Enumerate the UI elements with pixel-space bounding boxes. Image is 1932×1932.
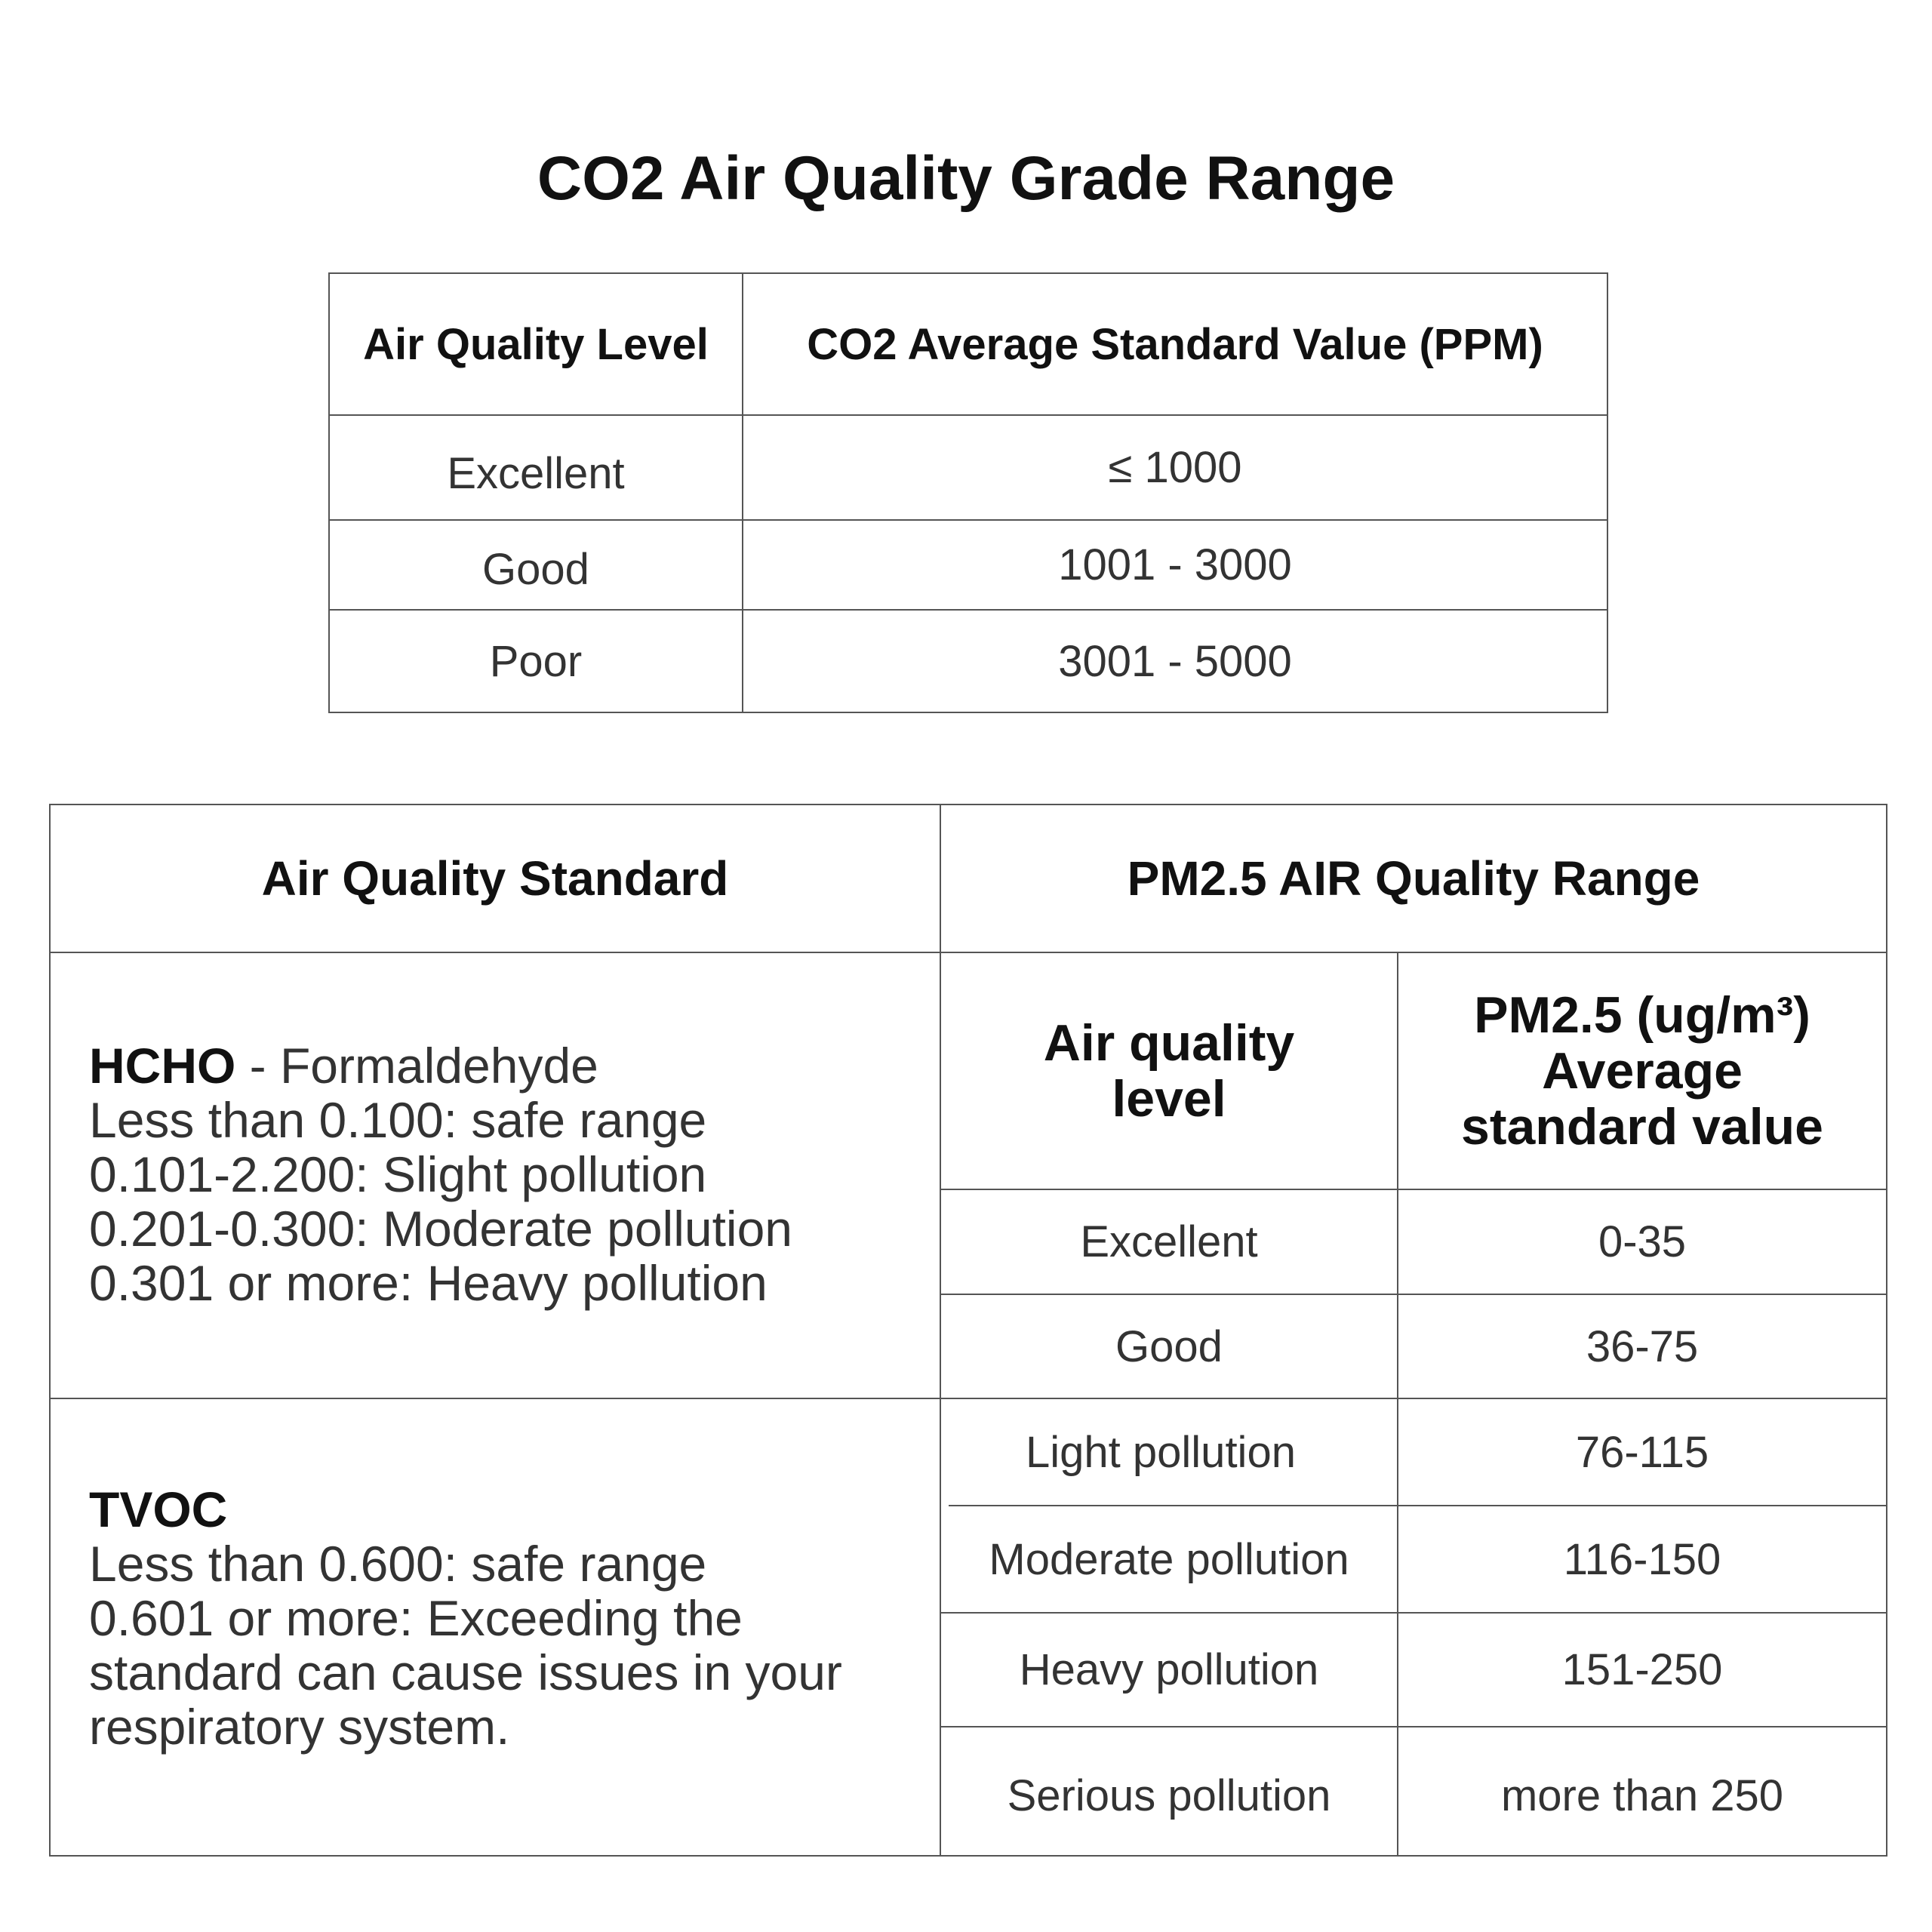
pm25-level-cell: Serious pollution <box>1007 1771 1331 1820</box>
pm25-header-value-line: PM2.5 (ug/m³) <box>1474 986 1810 1044</box>
co2-value-cell: ≤ 1000 <box>1108 443 1242 492</box>
pm25-header-level-line: level <box>1112 1070 1226 1128</box>
co2-level-cell: Excellent <box>447 449 625 498</box>
table-rule <box>49 1855 1887 1857</box>
pm25-level-cell: Excellent <box>1080 1217 1258 1266</box>
pm25-header-value-line: standard value <box>1461 1098 1823 1155</box>
pm25-value-cell: 151-250 <box>1561 1645 1723 1694</box>
table-rule <box>1886 804 1887 1857</box>
table-rule <box>328 712 1608 713</box>
aq-header-standard: Air Quality Standard <box>261 851 729 906</box>
tvoc-block <box>89 1482 842 1754</box>
pm25-value-cell: 36-75 <box>1586 1321 1699 1371</box>
pm25-header-value <box>1398 953 1886 1189</box>
pm25-value-cell: 76-115 <box>1575 1427 1709 1477</box>
hcho-label: HCHO <box>89 1038 236 1094</box>
hcho-line: 0.201-0.300: Moderate pollution <box>89 1201 792 1257</box>
co2-level-cell: Poor <box>489 636 583 686</box>
hcho-line: 0.301 or more: Heavy pollution <box>89 1255 768 1311</box>
pm25-value-cell: more than 250 <box>1500 1771 1784 1820</box>
pm25-header-level <box>941 953 1397 1189</box>
pm25-value-cell: 0-35 <box>1598 1217 1687 1266</box>
co2-header-value: CO2 Average Standard Value (PPM) <box>807 319 1543 369</box>
tvoc-line: 0.601 or more: Exceeding the <box>89 1590 743 1646</box>
aq-header-pm25: PM2.5 AIR Quality Range <box>1127 851 1700 906</box>
table-rule <box>1607 272 1608 713</box>
hcho-block <box>89 1038 792 1310</box>
pm25-header-level-line: Air quality <box>1043 1014 1295 1072</box>
tvoc-line: standard can cause issues in your <box>89 1644 842 1700</box>
table-rule <box>49 804 51 1857</box>
hcho-suffix: - Formaldehyde <box>235 1038 598 1094</box>
co2-value-cell: 1001 - 3000 <box>1058 540 1292 589</box>
co2-level-cell: Good <box>482 545 589 594</box>
co2-value-cell: 3001 - 5000 <box>1058 636 1292 686</box>
hcho-line: 0.101-2.200: Slight pollution <box>89 1146 707 1202</box>
tvoc-label: TVOC <box>89 1481 228 1537</box>
co2-header-level: Air Quality Level <box>363 319 709 369</box>
pm25-level-cell: Moderate pollution <box>989 1534 1349 1584</box>
page-title: CO2 Air Quality Grade Range <box>537 144 1395 213</box>
pm25-level-cell: Good <box>1115 1321 1223 1371</box>
pm25-header-value-line: Average <box>1542 1042 1743 1100</box>
pm25-level-cell: Light pollution <box>1026 1427 1296 1477</box>
tvoc-line: Less than 0.600: safe range <box>89 1536 707 1592</box>
pm25-level-cell: Heavy pollution <box>1019 1645 1319 1694</box>
tvoc-line: respiratory system. <box>89 1699 510 1755</box>
pm25-value-cell: 116-150 <box>1563 1534 1721 1584</box>
hcho-line: Less than 0.100: safe range <box>89 1092 707 1148</box>
